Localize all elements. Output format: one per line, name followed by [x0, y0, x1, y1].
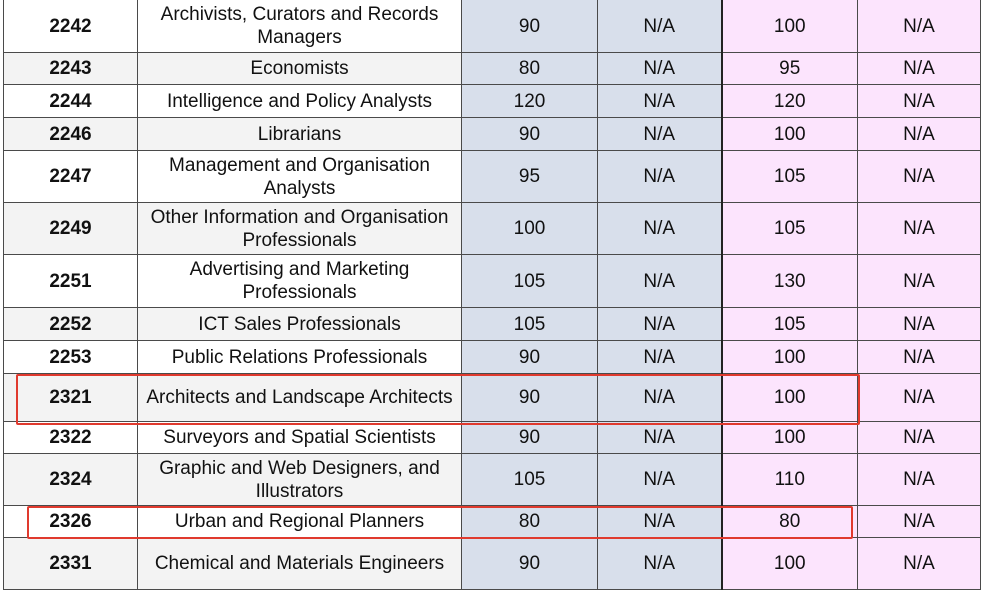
value-cell: N/A [858, 308, 981, 341]
value-cell: N/A [858, 538, 981, 590]
value-cell: 120 [462, 85, 598, 118]
value-cell: N/A [598, 422, 722, 454]
value-cell: N/A [858, 0, 981, 53]
value-cell: 100 [722, 341, 858, 374]
occupation-name: Urban and Regional Planners [138, 506, 462, 538]
value-cell: N/A [858, 85, 981, 118]
value-cell: 105 [722, 203, 858, 255]
table-row [4, 341, 981, 374]
table-row [4, 255, 981, 308]
value-cell: N/A [858, 422, 981, 454]
value-cell: 90 [462, 538, 598, 590]
occupation-name: Other Information and Organisation Professionals [138, 203, 462, 255]
occupation-code: 2253 [4, 341, 138, 374]
value-cell: 80 [722, 506, 858, 538]
value-cell: 100 [722, 538, 858, 590]
value-cell: N/A [858, 151, 981, 203]
table-row [4, 454, 981, 506]
table-row [4, 151, 981, 203]
value-cell: 90 [462, 422, 598, 454]
value-cell: N/A [858, 506, 981, 538]
value-cell: 105 [462, 454, 598, 506]
value-cell: 105 [722, 308, 858, 341]
value-cell: 110 [722, 454, 858, 506]
occupation-code: 2244 [4, 85, 138, 118]
occupation-code: 2326 [4, 506, 138, 538]
value-cell: 100 [722, 118, 858, 151]
value-cell: N/A [598, 341, 722, 374]
value-cell: N/A [598, 374, 722, 422]
value-cell: N/A [598, 538, 722, 590]
value-cell: 100 [722, 0, 858, 53]
table-row [4, 506, 981, 538]
table-row [4, 538, 981, 590]
table-row [4, 118, 981, 151]
value-cell: 130 [722, 255, 858, 308]
table-row [4, 85, 981, 118]
table-row [4, 53, 981, 85]
value-cell: N/A [598, 151, 722, 203]
value-cell: N/A [598, 118, 722, 151]
occupation-code: 2321 [4, 374, 138, 422]
table-row [4, 422, 981, 454]
occupation-name: Advertising and Marketing Professionals [138, 255, 462, 308]
value-cell: N/A [858, 203, 981, 255]
value-cell: N/A [598, 506, 722, 538]
value-cell: 80 [462, 506, 598, 538]
value-cell: N/A [858, 374, 981, 422]
occupation-name: Chemical and Materials Engineers [138, 538, 462, 590]
value-cell: N/A [858, 118, 981, 151]
value-cell: N/A [598, 308, 722, 341]
value-cell: 120 [722, 85, 858, 118]
value-cell: 95 [462, 151, 598, 203]
occupation-code: 2252 [4, 308, 138, 341]
occupation-name: Surveyors and Spatial Scientists [138, 422, 462, 454]
value-cell: 100 [722, 422, 858, 454]
occupation-code: 2322 [4, 422, 138, 454]
occupation-name: Librarians [138, 118, 462, 151]
occupation-name: Archivists, Curators and Records Managers [138, 0, 462, 53]
table-row [4, 374, 981, 422]
value-cell: 80 [462, 53, 598, 85]
occupation-name: Intelligence and Policy Analysts [138, 85, 462, 118]
occupation-name: Public Relations Professionals [138, 341, 462, 374]
value-cell: N/A [858, 454, 981, 506]
table-row [4, 308, 981, 341]
value-cell: N/A [598, 454, 722, 506]
value-cell: N/A [858, 255, 981, 308]
value-cell: N/A [598, 255, 722, 308]
occupation-code: 2324 [4, 454, 138, 506]
occupation-code: 2251 [4, 255, 138, 308]
occupation-table [3, 0, 981, 590]
value-cell: 95 [722, 53, 858, 85]
value-cell: 100 [722, 374, 858, 422]
value-cell: N/A [858, 341, 981, 374]
value-cell: 100 [462, 203, 598, 255]
occupation-code: 2247 [4, 151, 138, 203]
value-cell: 105 [462, 308, 598, 341]
occupation-code: 2243 [4, 53, 138, 85]
occupation-name: Economists [138, 53, 462, 85]
occupation-name: ICT Sales Professionals [138, 308, 462, 341]
value-cell: N/A [858, 53, 981, 85]
value-cell: N/A [598, 53, 722, 85]
value-cell: 90 [462, 341, 598, 374]
value-cell: 90 [462, 0, 598, 53]
occupation-code: 2331 [4, 538, 138, 590]
value-cell: 90 [462, 118, 598, 151]
value-cell: 105 [462, 255, 598, 308]
value-cell: 105 [722, 151, 858, 203]
occupation-name: Management and Organisation Analysts [138, 151, 462, 203]
occupation-code: 2242 [4, 0, 138, 53]
value-cell: 90 [462, 374, 598, 422]
value-cell: N/A [598, 0, 722, 53]
occupation-name: Architects and Landscape Architects [138, 374, 462, 422]
occupation-code: 2249 [4, 203, 138, 255]
table-row [4, 203, 981, 255]
value-cell: N/A [598, 85, 722, 118]
table-row [4, 0, 981, 53]
occupation-code: 2246 [4, 118, 138, 151]
value-cell: N/A [598, 203, 722, 255]
occupation-name: Graphic and Web Designers, and Illustrators [138, 454, 462, 506]
